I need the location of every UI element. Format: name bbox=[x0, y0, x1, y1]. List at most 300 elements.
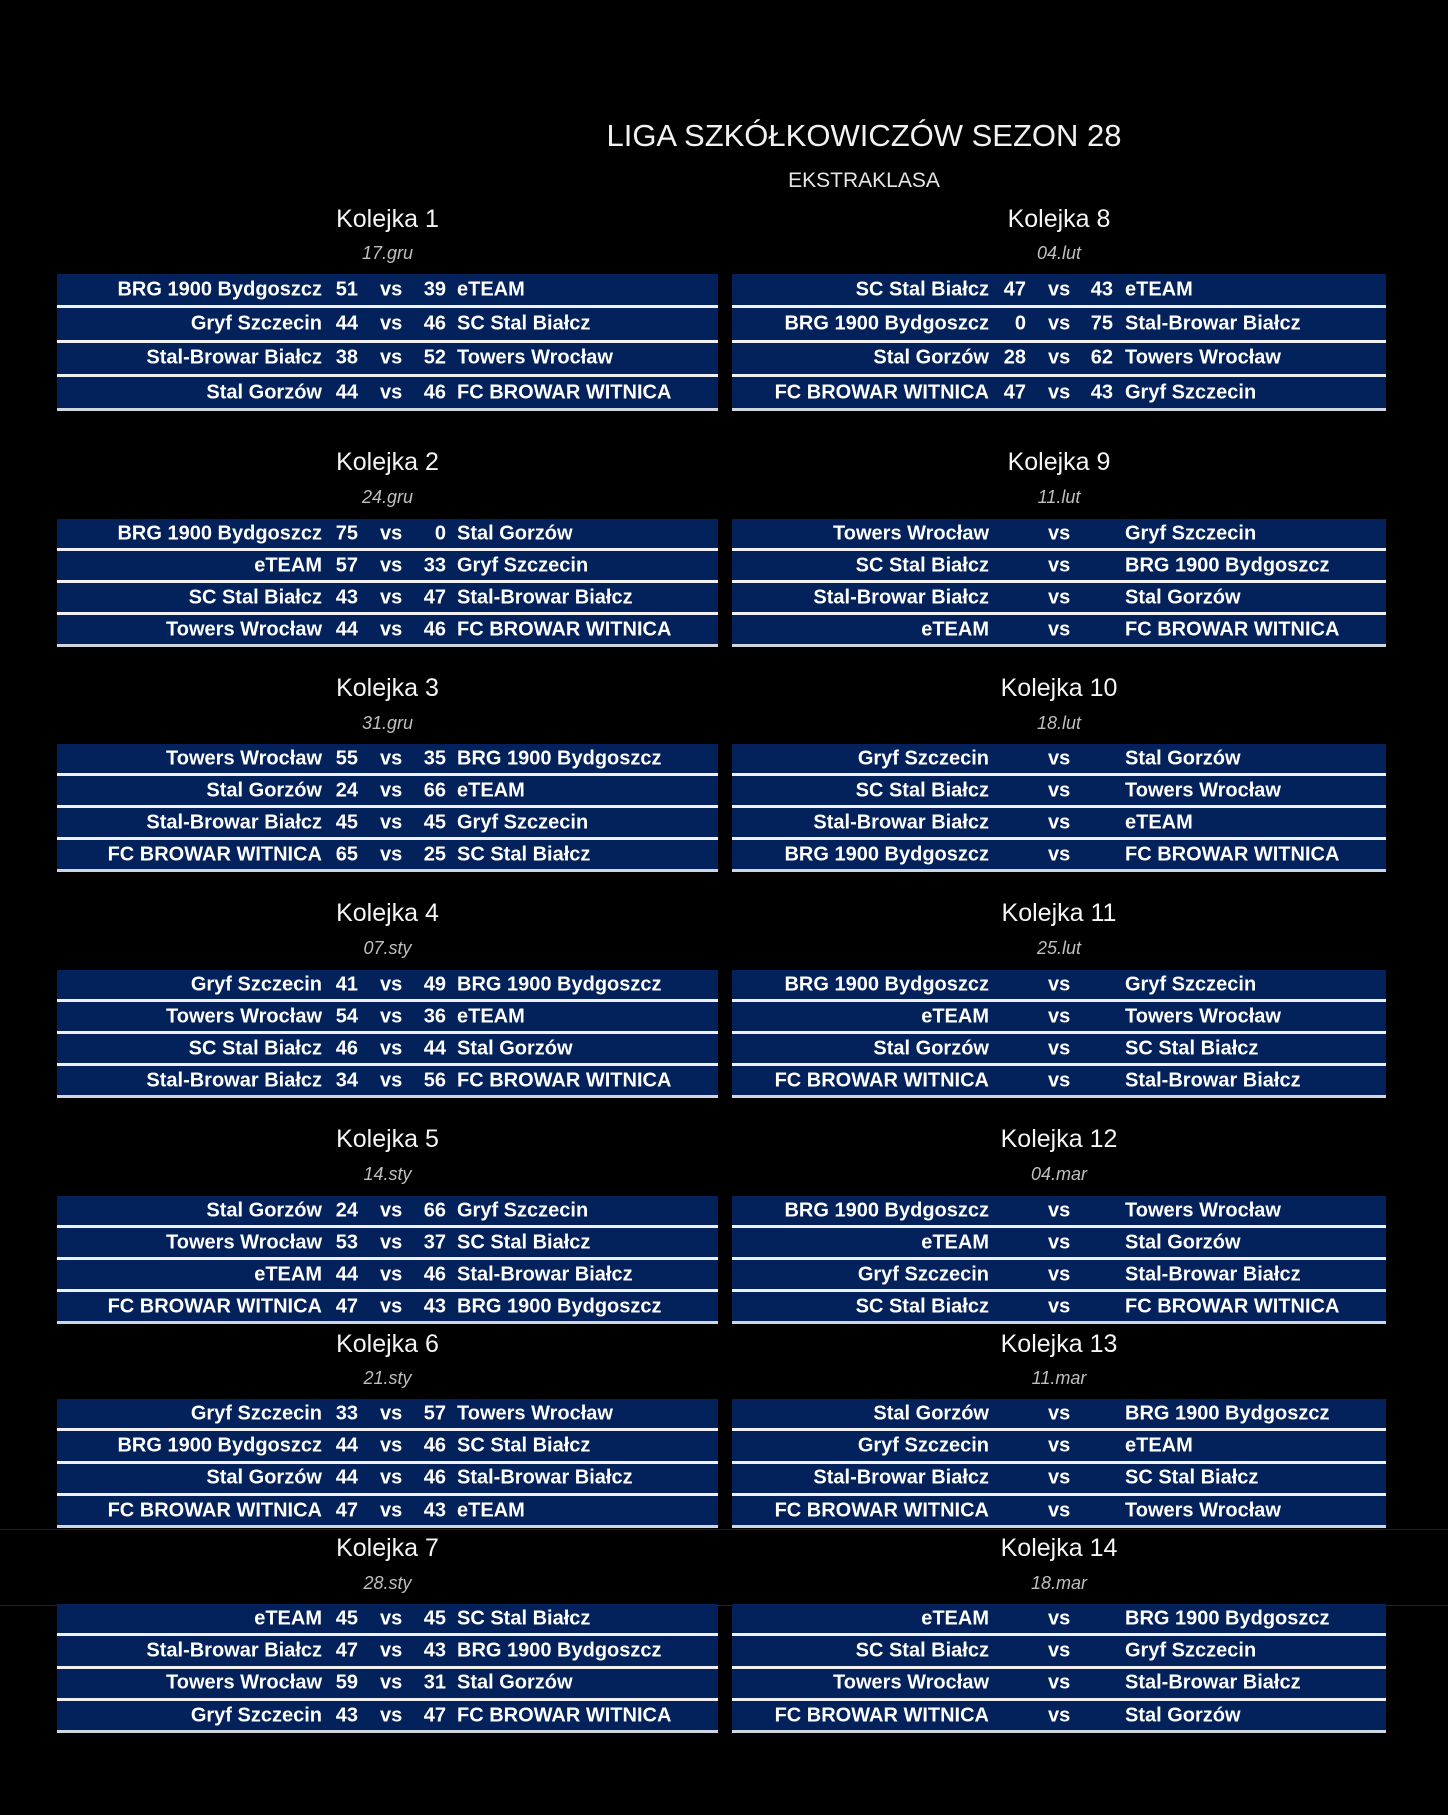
away-score: 62 bbox=[1090, 346, 1113, 369]
away-team: BRG 1900 Bydgoszcz bbox=[457, 747, 662, 769]
away-team: Stal-Browar Białcz bbox=[457, 1466, 633, 1489]
match-row bbox=[732, 808, 1386, 840]
away-score: 36 bbox=[423, 1005, 446, 1027]
home-team: Stal Gorzów bbox=[206, 381, 322, 404]
match-row bbox=[732, 343, 1386, 377]
vs-label: vs bbox=[380, 554, 403, 576]
round-date: 24.gru bbox=[361, 487, 414, 507]
match-row bbox=[57, 840, 718, 872]
vs-label: vs bbox=[1048, 1005, 1071, 1027]
home-score: 24 bbox=[335, 779, 358, 801]
match-row bbox=[57, 808, 718, 840]
match-row bbox=[732, 776, 1386, 808]
home-score: 57 bbox=[335, 554, 358, 576]
match-row bbox=[732, 274, 1386, 308]
match-table bbox=[57, 1399, 718, 1528]
away-score: 49 bbox=[423, 973, 446, 995]
match-row bbox=[732, 308, 1386, 342]
match-row bbox=[732, 1034, 1386, 1066]
home-team: BRG 1900 Bydgoszcz bbox=[784, 312, 989, 335]
match-row bbox=[732, 1066, 1386, 1098]
match-table bbox=[57, 744, 718, 872]
match-row bbox=[57, 1066, 718, 1098]
match-row bbox=[57, 274, 718, 308]
vs-label: vs bbox=[380, 1434, 403, 1457]
match-row bbox=[732, 377, 1386, 411]
vs-label: vs bbox=[380, 1037, 403, 1059]
vs-label: vs bbox=[1048, 779, 1071, 801]
home-score: 33 bbox=[335, 1402, 358, 1425]
vs-label: vs bbox=[380, 779, 403, 801]
round-date: 25.lut bbox=[1036, 938, 1082, 958]
away-team: eTEAM bbox=[1125, 278, 1193, 301]
match-row bbox=[57, 1034, 718, 1066]
away-team: Gryf Szczecin bbox=[457, 1199, 589, 1221]
vs-label: vs bbox=[380, 1295, 403, 1317]
match-row bbox=[732, 551, 1386, 583]
round-date: 18.lut bbox=[1036, 713, 1082, 733]
home-team: SC Stal Białcz bbox=[188, 586, 322, 608]
home-score: 44 bbox=[335, 381, 358, 404]
vs-label: vs bbox=[1048, 346, 1071, 369]
away-team: Stal Gorzów bbox=[457, 1037, 573, 1059]
round-title: Kolejka 6 bbox=[336, 1330, 439, 1358]
home-team: Towers Wrocław bbox=[833, 522, 989, 544]
away-team: BRG 1900 Bydgoszcz bbox=[457, 1639, 662, 1662]
vs-label: vs bbox=[380, 1499, 403, 1522]
vs-label: vs bbox=[1048, 554, 1071, 576]
home-score: 47 bbox=[335, 1499, 358, 1522]
vs-label: vs bbox=[380, 1704, 403, 1727]
vs-label: vs bbox=[380, 1639, 403, 1662]
match-row bbox=[57, 519, 718, 551]
match-row bbox=[57, 583, 718, 615]
vs-label: vs bbox=[1048, 1434, 1071, 1457]
away-team: Stal-Browar Białcz bbox=[457, 586, 633, 608]
away-team: Stal Gorzów bbox=[1125, 747, 1241, 769]
home-team: Stal Gorzów bbox=[873, 1402, 989, 1425]
home-score: 47 bbox=[335, 1639, 358, 1662]
away-team: FC BROWAR WITNICA bbox=[1125, 843, 1340, 865]
away-team: Stal Gorzów bbox=[457, 1671, 573, 1694]
home-team: eTEAM bbox=[254, 1263, 322, 1285]
away-team: eTEAM bbox=[1125, 811, 1193, 833]
home-team: SC Stal Białcz bbox=[188, 1037, 322, 1059]
match-row bbox=[732, 1669, 1386, 1701]
away-team: SC Stal Białcz bbox=[1125, 1466, 1259, 1489]
match-row bbox=[57, 744, 718, 776]
away-team: BRG 1900 Bydgoszcz bbox=[1125, 1607, 1330, 1630]
home-team: Stal Gorzów bbox=[206, 1199, 322, 1221]
vs-label: vs bbox=[1048, 1402, 1071, 1425]
away-team: eTEAM bbox=[457, 1499, 525, 1522]
vs-label: vs bbox=[380, 522, 403, 544]
away-team: SC Stal Białcz bbox=[457, 1607, 591, 1630]
match-row bbox=[732, 1399, 1386, 1431]
home-team: SC Stal Białcz bbox=[855, 779, 989, 801]
home-score: 51 bbox=[335, 278, 358, 301]
away-team: Stal Gorzów bbox=[1125, 586, 1241, 608]
round-title: Kolejka 2 bbox=[336, 448, 439, 476]
round-date: 31.gru bbox=[361, 713, 414, 733]
match-row bbox=[732, 1431, 1386, 1463]
match-row bbox=[57, 343, 718, 377]
away-team: SC Stal Białcz bbox=[457, 1434, 591, 1457]
match-row bbox=[732, 970, 1386, 1002]
match-table bbox=[732, 744, 1386, 872]
home-team: SC Stal Białcz bbox=[855, 1639, 989, 1662]
match-row bbox=[732, 1636, 1386, 1668]
away-score: 43 bbox=[1090, 278, 1113, 301]
away-team: Towers Wrocław bbox=[1125, 779, 1281, 801]
home-team: BRG 1900 Bydgoszcz bbox=[117, 278, 322, 301]
match-row bbox=[732, 1464, 1386, 1496]
home-team: Gryf Szczecin bbox=[857, 747, 989, 769]
home-score: 46 bbox=[335, 1037, 358, 1059]
match-row bbox=[732, 1701, 1386, 1733]
away-score: 46 bbox=[423, 618, 446, 640]
away-team: Stal-Browar Białcz bbox=[1125, 312, 1301, 335]
away-score: 35 bbox=[423, 747, 446, 769]
match-row bbox=[57, 615, 718, 647]
away-team: BRG 1900 Bydgoszcz bbox=[1125, 1402, 1330, 1425]
home-team: BRG 1900 Bydgoszcz bbox=[117, 522, 322, 544]
vs-label: vs bbox=[380, 1607, 403, 1630]
vs-label: vs bbox=[1048, 747, 1071, 769]
match-row bbox=[57, 1431, 718, 1463]
away-team: Towers Wrocław bbox=[1125, 346, 1281, 369]
away-team: Gryf Szczecin bbox=[1125, 522, 1257, 544]
vs-label: vs bbox=[380, 618, 403, 640]
vs-label: vs bbox=[380, 381, 403, 404]
away-score: 25 bbox=[423, 843, 446, 865]
vs-label: vs bbox=[380, 1069, 403, 1091]
away-score: 47 bbox=[423, 586, 446, 608]
away-score: 43 bbox=[423, 1499, 446, 1522]
match-row bbox=[57, 308, 718, 342]
away-team: Stal-Browar Białcz bbox=[1125, 1069, 1301, 1091]
home-team: Towers Wrocław bbox=[166, 1005, 322, 1027]
round-date: 04.mar bbox=[1030, 1164, 1088, 1184]
home-score: 65 bbox=[335, 843, 358, 865]
away-team: eTEAM bbox=[457, 1005, 525, 1027]
match-table bbox=[57, 274, 718, 411]
away-team: eTEAM bbox=[457, 278, 525, 301]
vs-label: vs bbox=[1048, 843, 1071, 865]
away-score: 46 bbox=[423, 1263, 446, 1285]
match-row bbox=[732, 840, 1386, 872]
home-team: Gryf Szczecin bbox=[190, 973, 322, 995]
vs-label: vs bbox=[380, 811, 403, 833]
vs-label: vs bbox=[380, 1231, 403, 1253]
home-team: Towers Wrocław bbox=[833, 1671, 989, 1694]
away-score: 31 bbox=[423, 1671, 446, 1694]
vs-label: vs bbox=[380, 843, 403, 865]
home-team: Gryf Szczecin bbox=[190, 1704, 322, 1727]
home-score: 75 bbox=[335, 522, 358, 544]
away-team: Gryf Szczecin bbox=[457, 554, 589, 576]
match-table bbox=[732, 970, 1386, 1098]
home-score: 47 bbox=[335, 1295, 358, 1317]
round-title: Kolejka 11 bbox=[1001, 899, 1117, 927]
away-score: 44 bbox=[423, 1037, 446, 1059]
vs-label: vs bbox=[1048, 1069, 1071, 1091]
match-row bbox=[732, 615, 1386, 647]
home-team: FC BROWAR WITNICA bbox=[774, 381, 989, 404]
match-row bbox=[57, 1604, 718, 1636]
round-date: 14.sty bbox=[363, 1164, 412, 1184]
away-team: Stal-Browar Białcz bbox=[1125, 1671, 1301, 1694]
match-row bbox=[57, 551, 718, 583]
vs-label: vs bbox=[1048, 1199, 1071, 1221]
home-score: 34 bbox=[335, 1069, 358, 1091]
home-score: 44 bbox=[335, 1434, 358, 1457]
home-score: 45 bbox=[335, 1607, 358, 1630]
home-score: 0 bbox=[1014, 312, 1026, 335]
round-date: 17.gru bbox=[361, 243, 414, 263]
away-team: SC Stal Białcz bbox=[1125, 1037, 1259, 1059]
vs-label: vs bbox=[380, 1005, 403, 1027]
away-score: 56 bbox=[423, 1069, 446, 1091]
home-team: Gryf Szczecin bbox=[190, 312, 322, 335]
vs-label: vs bbox=[380, 973, 403, 995]
round-title: Kolejka 13 bbox=[1000, 1330, 1118, 1358]
home-score: 44 bbox=[335, 1263, 358, 1285]
home-score: 38 bbox=[335, 346, 358, 369]
match-row bbox=[57, 970, 718, 1002]
match-table bbox=[732, 1604, 1386, 1733]
away-score: 43 bbox=[423, 1295, 446, 1317]
vs-label: vs bbox=[380, 1466, 403, 1489]
home-team: FC BROWAR WITNICA bbox=[774, 1499, 989, 1522]
match-table bbox=[732, 1399, 1386, 1528]
round-title: Kolejka 1 bbox=[336, 205, 439, 233]
vs-label: vs bbox=[1048, 1263, 1071, 1285]
vs-label: vs bbox=[380, 1199, 403, 1221]
round-title: Kolejka 12 bbox=[1000, 1125, 1118, 1153]
home-team: BRG 1900 Bydgoszcz bbox=[784, 1199, 989, 1221]
away-score: 33 bbox=[423, 554, 446, 576]
match-table bbox=[732, 1196, 1386, 1324]
away-team: Gryf Szczecin bbox=[1125, 973, 1257, 995]
home-team: eTEAM bbox=[254, 554, 322, 576]
away-team: SC Stal Białcz bbox=[457, 312, 591, 335]
match-table bbox=[57, 970, 718, 1098]
match-row bbox=[57, 1260, 718, 1292]
home-team: FC BROWAR WITNICA bbox=[107, 1295, 322, 1317]
away-team: BRG 1900 Bydgoszcz bbox=[1125, 554, 1330, 576]
away-team: FC BROWAR WITNICA bbox=[457, 1069, 672, 1091]
home-team: Stal Gorzów bbox=[206, 779, 322, 801]
home-team: Stal-Browar Białcz bbox=[813, 811, 989, 833]
round-date: 28.sty bbox=[363, 1573, 412, 1593]
match-row bbox=[732, 1260, 1386, 1292]
home-score: 47 bbox=[1003, 381, 1026, 404]
home-team: FC BROWAR WITNICA bbox=[107, 1499, 322, 1522]
away-team: Gryf Szczecin bbox=[1125, 1639, 1257, 1662]
home-score: 44 bbox=[335, 618, 358, 640]
away-score: 46 bbox=[423, 312, 446, 335]
round-date: 11.lut bbox=[1037, 487, 1081, 507]
home-score: 24 bbox=[335, 1199, 358, 1221]
home-score: 28 bbox=[1003, 346, 1026, 369]
home-score: 59 bbox=[335, 1671, 358, 1694]
round-title: Kolejka 10 bbox=[1000, 674, 1118, 702]
home-team: FC BROWAR WITNICA bbox=[107, 843, 322, 865]
home-team: SC Stal Białcz bbox=[855, 554, 989, 576]
away-score: 75 bbox=[1090, 312, 1113, 335]
away-team: Towers Wrocław bbox=[1125, 1499, 1281, 1522]
round-title: Kolejka 3 bbox=[336, 674, 439, 702]
home-team: BRG 1900 Bydgoszcz bbox=[784, 973, 989, 995]
home-team: Stal-Browar Białcz bbox=[146, 811, 322, 833]
match-row bbox=[57, 1636, 718, 1668]
round-date: 21.sty bbox=[363, 1368, 412, 1388]
match-row bbox=[57, 1496, 718, 1528]
away-score: 43 bbox=[1090, 381, 1113, 404]
divider-line bbox=[0, 1529, 1448, 1530]
vs-label: vs bbox=[1048, 278, 1071, 301]
home-score: 55 bbox=[335, 747, 358, 769]
home-team: eTEAM bbox=[921, 1231, 989, 1253]
vs-label: vs bbox=[380, 586, 403, 608]
vs-label: vs bbox=[380, 346, 403, 369]
away-score: 37 bbox=[423, 1231, 446, 1253]
away-score: 47 bbox=[423, 1704, 446, 1727]
home-team: eTEAM bbox=[921, 618, 989, 640]
match-row bbox=[57, 1399, 718, 1431]
away-team: eTEAM bbox=[1125, 1434, 1193, 1457]
home-team: SC Stal Białcz bbox=[855, 278, 989, 301]
round-title: Kolejka 5 bbox=[336, 1125, 439, 1153]
away-team: SC Stal Białcz bbox=[457, 1231, 591, 1253]
away-score: 45 bbox=[423, 1607, 446, 1630]
match-row bbox=[57, 1701, 718, 1733]
vs-label: vs bbox=[1048, 973, 1071, 995]
home-team: Towers Wrocław bbox=[166, 1231, 322, 1253]
round-date: 07.sty bbox=[363, 938, 412, 958]
home-score: 43 bbox=[335, 586, 358, 608]
away-team: FC BROWAR WITNICA bbox=[457, 381, 672, 404]
away-team: Gryf Szczecin bbox=[457, 811, 589, 833]
home-team: FC BROWAR WITNICA bbox=[774, 1704, 989, 1727]
match-row bbox=[57, 1196, 718, 1228]
home-team: Gryf Szczecin bbox=[857, 1263, 989, 1285]
match-row bbox=[732, 1604, 1386, 1636]
home-score: 43 bbox=[335, 1704, 358, 1727]
match-row bbox=[732, 744, 1386, 776]
away-team: SC Stal Białcz bbox=[457, 843, 591, 865]
match-row bbox=[57, 377, 718, 411]
away-team: Gryf Szczecin bbox=[1125, 381, 1257, 404]
match-row bbox=[57, 1002, 718, 1034]
vs-label: vs bbox=[380, 1402, 403, 1425]
match-row bbox=[57, 1228, 718, 1260]
match-row bbox=[57, 1669, 718, 1701]
home-team: Gryf Szczecin bbox=[857, 1434, 989, 1457]
home-score: 41 bbox=[335, 973, 358, 995]
vs-label: vs bbox=[1048, 1466, 1071, 1489]
home-team: Stal-Browar Białcz bbox=[146, 1639, 322, 1662]
away-team: Towers Wrocław bbox=[1125, 1005, 1281, 1027]
vs-label: vs bbox=[1048, 1607, 1071, 1630]
match-row bbox=[732, 519, 1386, 551]
match-table bbox=[57, 1196, 718, 1324]
vs-label: vs bbox=[380, 312, 403, 335]
away-score: 66 bbox=[423, 779, 446, 801]
match-row bbox=[732, 1496, 1386, 1528]
vs-label: vs bbox=[1048, 1295, 1071, 1317]
away-team: FC BROWAR WITNICA bbox=[1125, 618, 1340, 640]
round-title: Kolejka 7 bbox=[336, 1534, 439, 1562]
match-row bbox=[732, 1228, 1386, 1260]
home-team: eTEAM bbox=[921, 1005, 989, 1027]
match-table bbox=[57, 1604, 718, 1733]
home-team: BRG 1900 Bydgoszcz bbox=[784, 843, 989, 865]
away-score: 45 bbox=[423, 811, 446, 833]
home-team: Towers Wrocław bbox=[166, 618, 322, 640]
match-row bbox=[57, 776, 718, 808]
home-score: 47 bbox=[1003, 278, 1026, 301]
vs-label: vs bbox=[380, 747, 403, 769]
home-score: 45 bbox=[335, 811, 358, 833]
match-row bbox=[57, 1464, 718, 1496]
vs-label: vs bbox=[1048, 312, 1071, 335]
match-table bbox=[57, 519, 718, 647]
home-team: BRG 1900 Bydgoszcz bbox=[117, 1434, 322, 1457]
home-team: SC Stal Białcz bbox=[855, 1295, 989, 1317]
round-title: Kolejka 14 bbox=[1000, 1534, 1118, 1562]
home-score: 44 bbox=[335, 1466, 358, 1489]
vs-label: vs bbox=[1048, 618, 1071, 640]
vs-label: vs bbox=[1048, 1639, 1071, 1662]
home-team: Stal Gorzów bbox=[873, 346, 989, 369]
home-team: Towers Wrocław bbox=[166, 747, 322, 769]
home-team: Stal-Browar Białcz bbox=[813, 1466, 989, 1489]
away-team: Stal Gorzów bbox=[1125, 1231, 1241, 1253]
vs-label: vs bbox=[1048, 381, 1071, 404]
home-score: 54 bbox=[335, 1005, 358, 1027]
match-row bbox=[732, 1196, 1386, 1228]
round-date: 11.mar bbox=[1031, 1368, 1087, 1388]
away-team: Towers Wrocław bbox=[1125, 1199, 1281, 1221]
home-score: 44 bbox=[335, 312, 358, 335]
vs-label: vs bbox=[1048, 1704, 1071, 1727]
away-team: BRG 1900 Bydgoszcz bbox=[457, 1295, 662, 1317]
away-score: 52 bbox=[423, 346, 446, 369]
vs-label: vs bbox=[380, 1263, 403, 1285]
home-team: Stal-Browar Białcz bbox=[813, 586, 989, 608]
away-score: 39 bbox=[423, 278, 446, 301]
away-score: 46 bbox=[423, 381, 446, 404]
home-team: eTEAM bbox=[254, 1607, 322, 1630]
away-score: 46 bbox=[423, 1466, 446, 1489]
round-date: 18.mar bbox=[1030, 1573, 1088, 1593]
match-row bbox=[732, 1292, 1386, 1324]
round-title: Kolejka 8 bbox=[1007, 205, 1111, 233]
away-score: 0 bbox=[434, 522, 446, 544]
away-team: FC BROWAR WITNICA bbox=[457, 618, 672, 640]
home-team: eTEAM bbox=[921, 1607, 989, 1630]
match-row bbox=[57, 1292, 718, 1324]
home-team: Towers Wrocław bbox=[166, 1671, 322, 1694]
vs-label: vs bbox=[1048, 811, 1071, 833]
away-team: FC BROWAR WITNICA bbox=[457, 1704, 672, 1727]
vs-label: vs bbox=[1048, 1499, 1071, 1522]
away-team: Stal-Browar Białcz bbox=[457, 1263, 633, 1285]
away-team: Stal Gorzów bbox=[1125, 1704, 1241, 1727]
round-title: Kolejka 9 bbox=[1007, 448, 1111, 476]
